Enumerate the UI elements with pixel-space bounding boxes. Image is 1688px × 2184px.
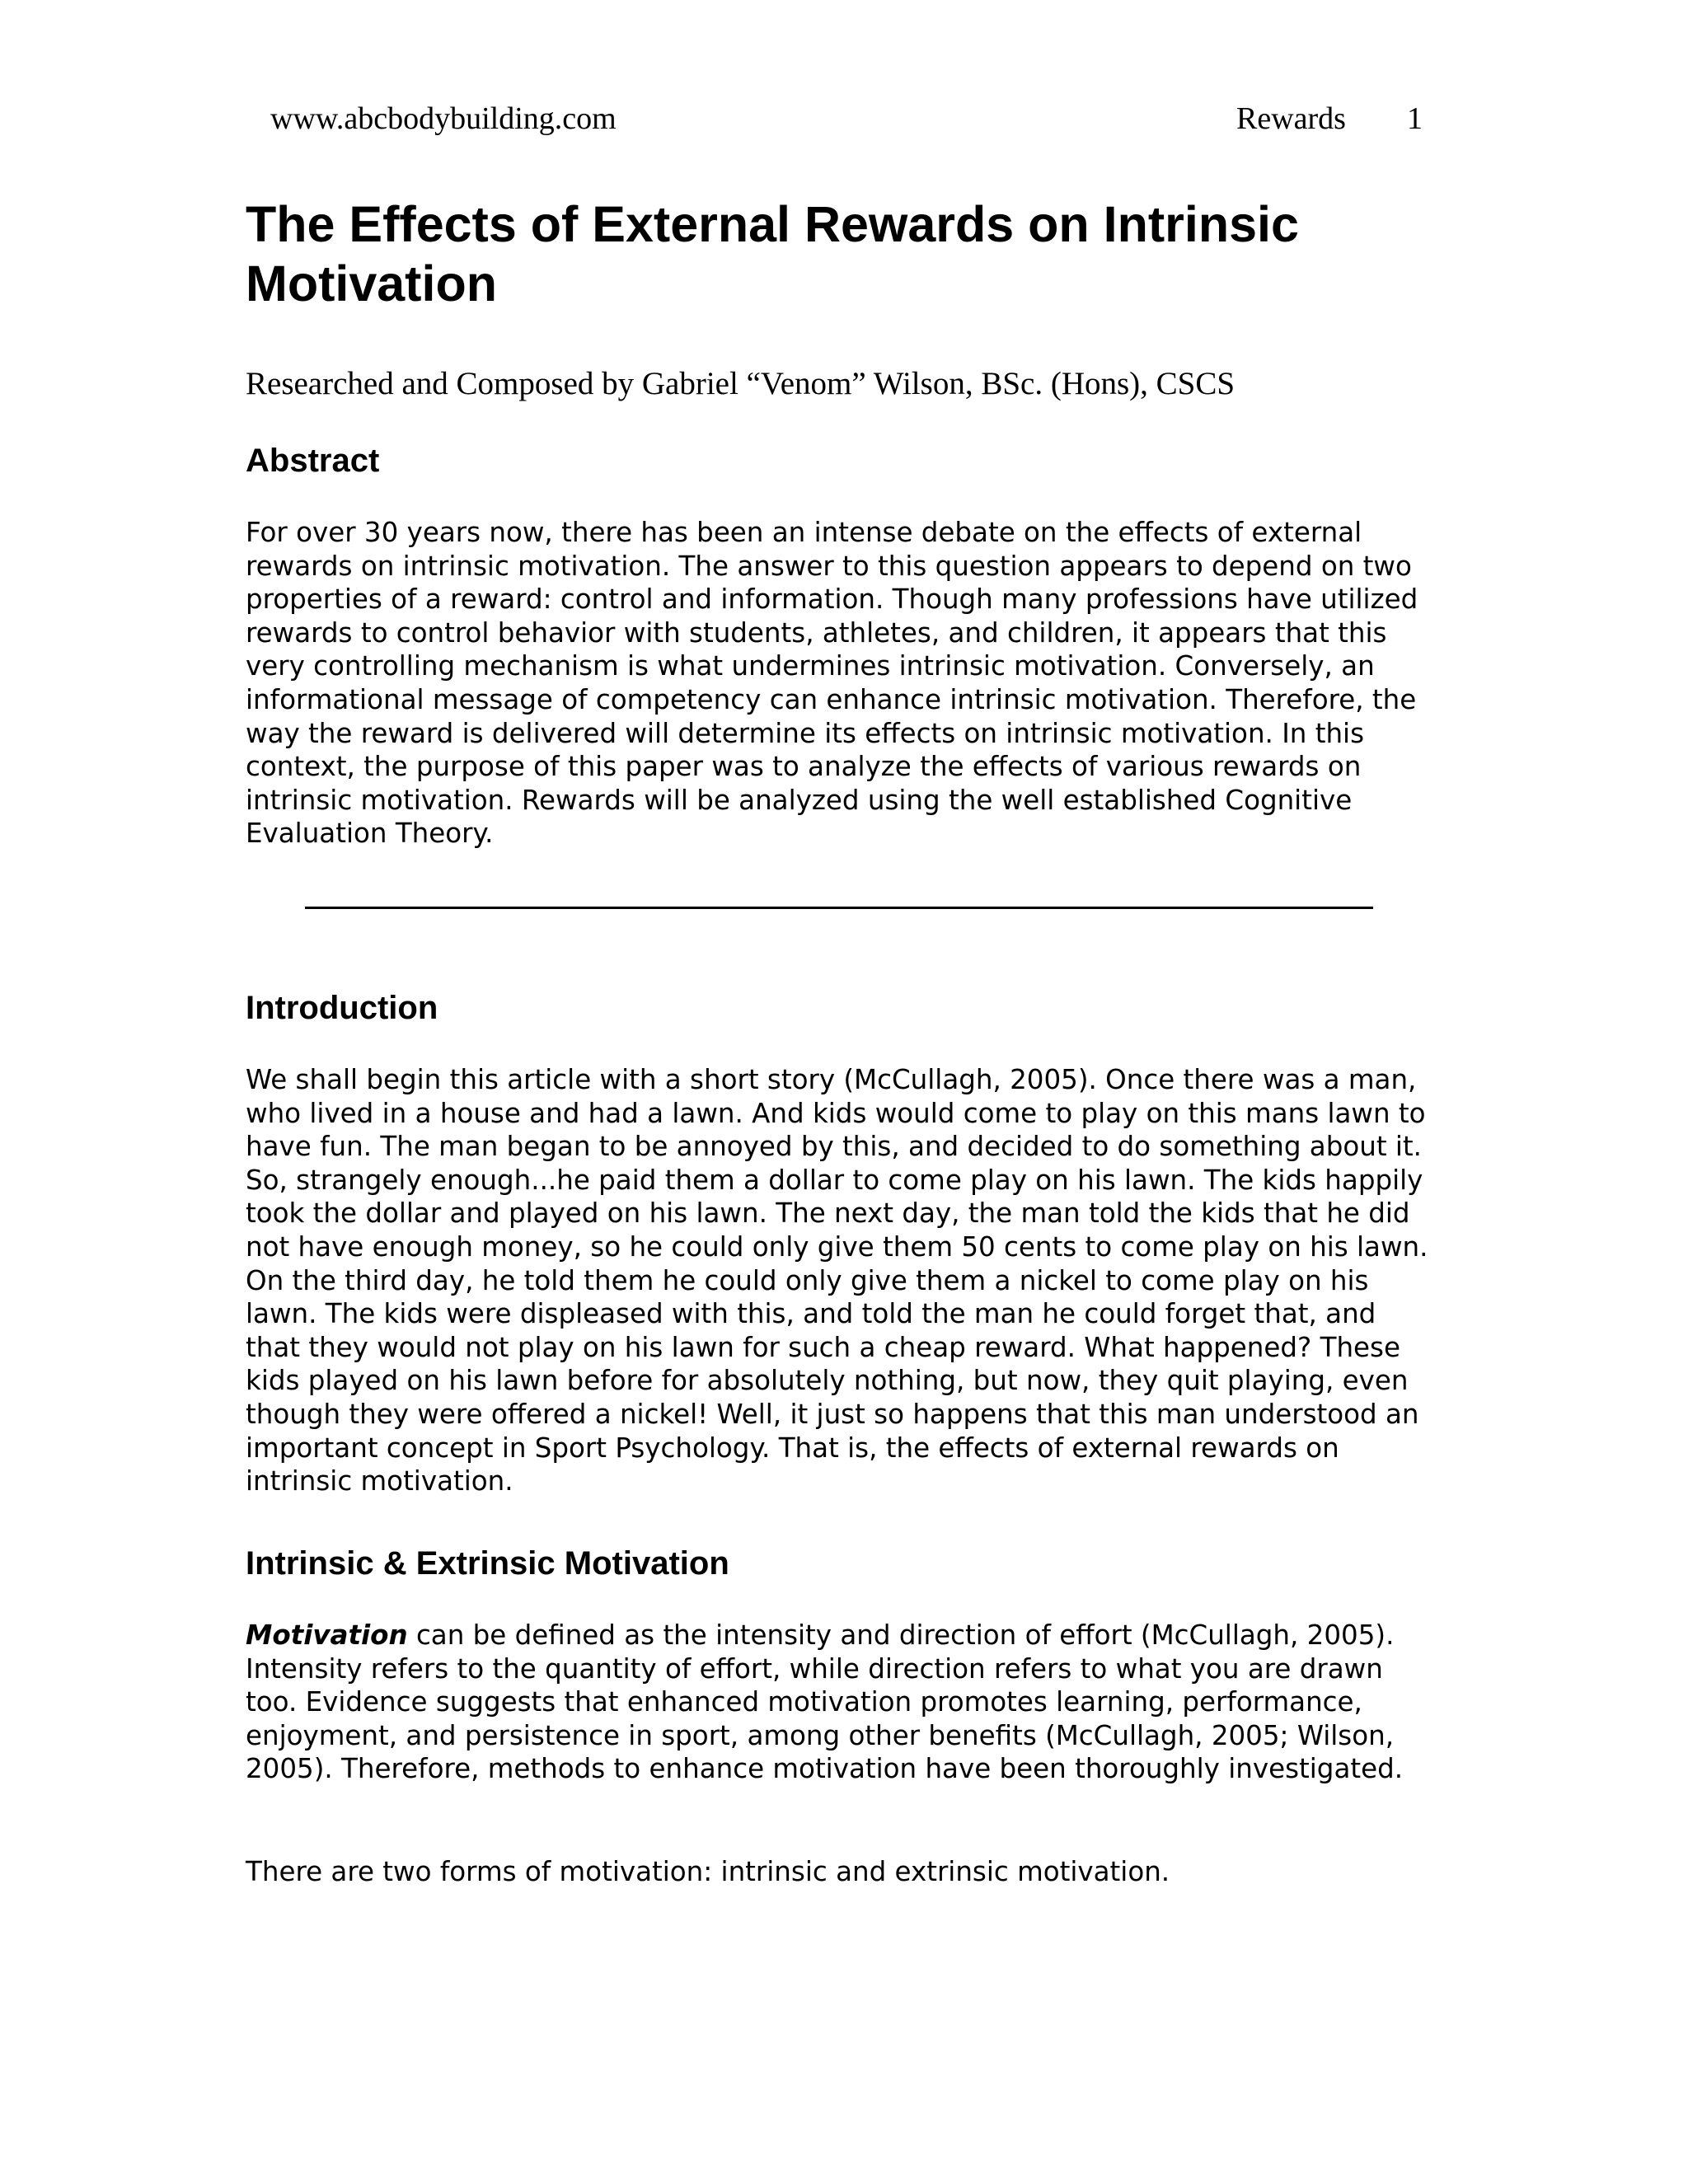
- abstract-heading: Abstract: [246, 443, 380, 479]
- article-body: [246, 194, 1432, 1887]
- motivation-forms-paragraph: There are two forms of motivation: intrinsic and extrinsic motivation.: [246, 1856, 1170, 1887]
- intrinsic-extrinsic-heading: Intrinsic & Extrinsic Motivation: [246, 1545, 729, 1582]
- motivation-definition-text: can be defined as the intensity and direction of effort (McCullagh, 2005). Intensity refers to the quantity of effort, while direction refers to what you are drawn too. Evidence suggests that enhanced motivation promotes learning, performance, enjoyment, and persistence in sport, among other benefits (McCullagh, 2005; Wilson, 2005). Therefore, methods to enhance motivation have been thoroughly investigated.: [246, 1619, 1404, 1785]
- article-byline: Researched and Composed by Gabriel “Venom” Wilson, BSc. (Hons), CSCS: [246, 366, 1236, 401]
- header-site-url: www.abcbodybuilding.com: [270, 101, 617, 136]
- introduction-paragraph: We shall begin this article with a short story (McCullagh, 2005). Once there was a man, who lived in a house and had a lawn. And kids would come to play on this mans lawn to have fun. The man began to be annoyed by this, and decided to do something about it. So, strangely enough...he paid them a dollar to come play on his lawn. The kids happily took the dollar and played on his lawn. The next day, the man told the kids that he did not have enough money, so he could only give them 50 cents to come play on his lawn. On the third day, he told them he could only give them a nickel to come play on his lawn. The kids were displeased with this, and told the man he could forget that, and that they would not play on his lawn for such a cheap reward. What happened? These kids played on his lawn before for absolutely nothing, but now, they quit playing, even though they were offered a nickel! Well, it just so happens that this man understood an important concept in Sport Psychology. That is, the effects of external rewards on intrinsic motivation.: [246, 1064, 1428, 1497]
- motivation-definition-paragraph: [246, 1619, 1432, 1786]
- running-header: [1236, 99, 1423, 138]
- introduction-heading: Introduction: [246, 990, 438, 1026]
- running-header-section: Rewards: [1236, 101, 1346, 136]
- motivation-term: Motivation: [246, 1619, 408, 1651]
- abstract-paragraph: For over 30 years now, there has been an intense debate on the effects of external rewards on intrinsic motivation. The answer to this question appears to depend on two properties of a reward: control and information. Though many professions have utilized rewards to control behavior with students, athletes, and children, it appears that this very controlling mechanism is what undermines intrinsic motivation. Conversely, an informational message of competency can enhance intrinsic motivation. Therefore, the way the reward is delivered will determine its effects on intrinsic motivation. In this context, the purpose of this paper was to analyze the effects of various rewards on intrinsic motivation. Rewards will be analyzed using the well established Cognitive Evaluation Theory.: [246, 517, 1418, 850]
- article-title: The Effects of External Rewards on Intrinsic Motivation: [246, 196, 1299, 312]
- page-number: 1: [1407, 101, 1423, 136]
- section-divider: [305, 907, 1373, 909]
